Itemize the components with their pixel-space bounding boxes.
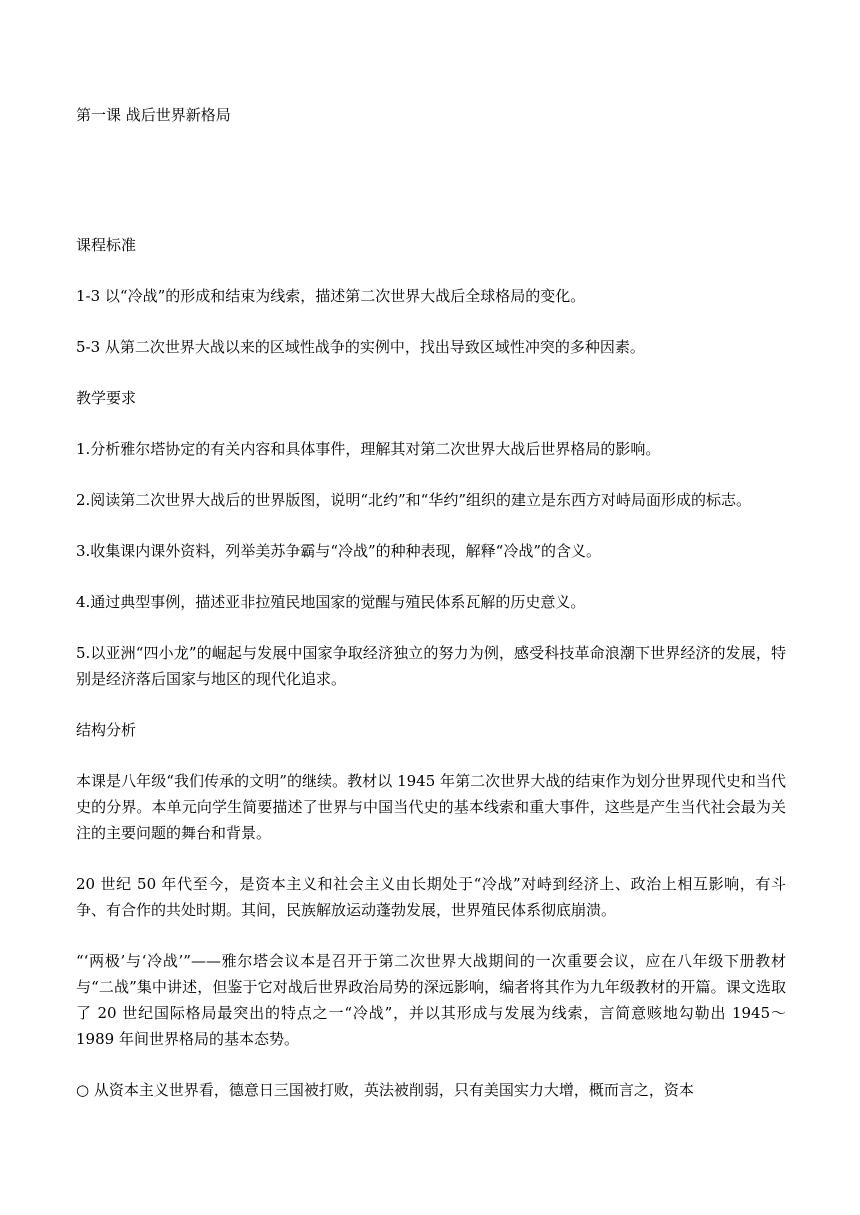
section-heading-structure-analysis: 结构分析 [76, 721, 137, 739]
analysis-paragraph-1: 本课是八年级“我们传承的文明”的继续。教材以 1945 年第二次世界大战的结束作为划分世界现代史和当代史的分界。本单元向学生简要描述了世界与中国当代史的基本线索和重大事件，这些是产生当代社会最为关注的主要问题的舞台和背景。 [76, 772, 786, 842]
analysis-paragraph-4: ○ 从资本主义世界看，德意日三国被打败，英法被削弱，只有美国实力大增，概而言之，资本 [76, 1081, 694, 1099]
requirement-item-1: 1.分析雅尔塔协定的有关内容和具体事件，理解其对第二次世界大战后世界格局的影响。 [76, 440, 661, 458]
analysis-paragraph-3: “‘两极’与‘冷战’”——雅尔塔会议本是召开于第二次世界大战期间的一次重要会议，应在八年级下册教材与“二战”集中讲述，但鉴于它对战后世界政治局势的深远影响，编者将其作为九年级教材的开篇。课文选取了 20 世纪国际格局最突出的特点之一“冷战”，并以其形成与发展为线索，言简意赅地勾勒出 1945～1989 年间世界格局的基本态势。 [76, 952, 786, 1048]
requirement-item-4: 4.通过典型事例，描述亚非拉殖民地国家的觉醒与殖民体系瓦解的历史意义。 [76, 593, 586, 611]
standard-item-5-3: 5-3 从第二次世界大战以来的区域性战争的实例中，找出导致区域性冲突的多种因素。 [76, 338, 645, 356]
section-heading-teaching-requirements: 教学要求 [76, 389, 137, 407]
document-body [76, 232, 786, 1128]
requirement-item-3: 3.收集课内课外资料，列举美苏争霸与“冷战”的种种表现，解释“冷战”的含义。 [76, 542, 601, 560]
standard-item-1-3: 1-3 以“冷战”的形成和结束为线索，描述第二次世界大战后全球格局的变化。 [76, 287, 586, 305]
requirement-item-5: 5.以亚洲“四小龙”的崛起与发展中国家争取经济独立的努力为例，感受科技革命浪潮下世界经济的发展，特别是经济落后国家与地区的现代化追求。 [76, 644, 786, 688]
analysis-paragraph-2: 20 世纪 50 年代至今，是资本主义和社会主义由长期处于“冷战”对峙到经济上、政治上相互影响，有斗争、有合作的共处时期。其间，民族解放运动蓬勃发展，世界殖民体系彻底崩溃。 [76, 875, 786, 919]
requirement-item-2: 2.阅读第二次世界大战后的世界版图，说明“北约”和“华约”组织的建立是东西方对峙局面形成的标志。 [76, 491, 751, 509]
lesson-title: 第一课 战后世界新格局 [76, 106, 231, 124]
section-heading-curriculum-standard: 课程标准 [76, 236, 137, 254]
